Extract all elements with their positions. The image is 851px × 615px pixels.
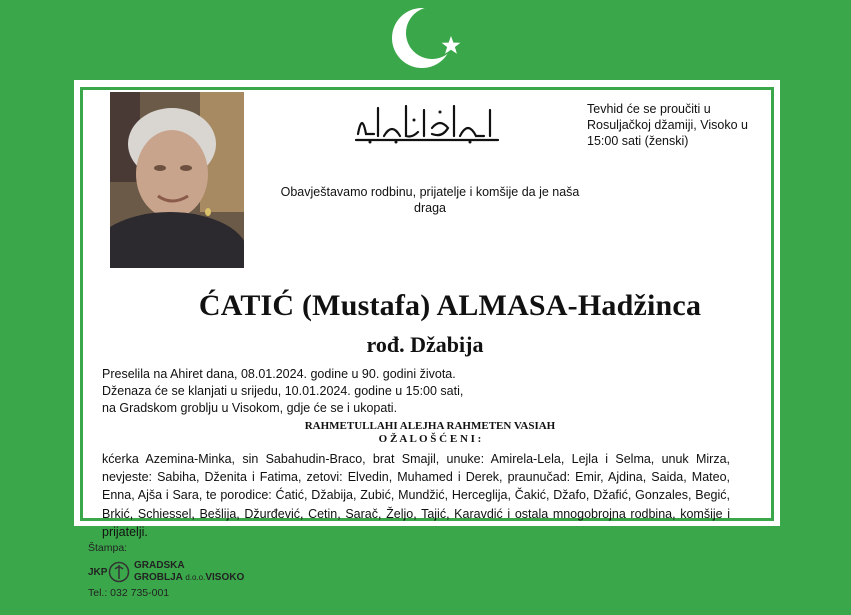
cemetery-emblem-icon [108,561,130,583]
announcement-text: Obavještavamo rodbinu, prijatelje i komšije da je naša draga [280,185,580,215]
arabic-calligraphy-icon [352,98,502,146]
arabic-calligraphy [352,98,502,146]
maiden-name: rođ. Džabija [366,332,484,357]
rahmet-block [250,420,610,446]
rahmet-line: RAHMETULLAHI ALEJHA RAHMETEN VASIAH [304,420,556,432]
funeral-details [102,366,522,417]
logo-line2: GROBLJA [134,572,183,583]
logo-line1: GRADSKA [134,560,185,571]
logo-city: VISOKO [205,572,245,583]
phone-number: Tel.: 032 735-001 [88,587,170,599]
details-line: Preselila na Ahiret dana, 08.01.2024. godine u 90. godini života. [102,367,456,381]
deceased-name: ĆATIĆ (Mustafa) ALMASA-Hadžinca [198,289,702,322]
mourners-list: kćerka Azemina-Minka, sin Sabahudin-Braco, brat Smajil, unuke: Amirela-Lela, Lejla i Selma, unuk Mirza, nevjeste: Sabiha, Dženita i Fatima, zetovi: Elvedin, Muhamed i Derek, praunučad: Emir, Ajdina, Saida, Mateo, Enna, Ajša i Sara, te porodice: Ćatić, Džabija, Zubić, Mundžić, Herceglija, Čakić, Džafo, Džafić, Gonzales, Begić, Brkić, Schiessel, Bešlija, Džurđević, Cetin, Sarač, Željo, Tajić, Karavdić i ostala mnogobrojna rodbina, komšije i prijatelji. [102,452,730,539]
logo-suffix: d.o.o. [185,573,206,582]
details-line: Dženaza će se klanjati u srijedu, 10.01.2024. godine u 15:00 sati, [102,384,464,398]
details-line: na Gradskom groblju u Visokom, gdje će se i ukopati. [102,401,398,415]
prayer-info: Tevhid će se proučiti u Rosuljačkoj džamiji, Visoko u 15:00 sati (ženski) [587,102,748,148]
printer-logo [88,560,258,586]
crescent-star-icon [390,6,470,70]
print-label: Štampa: [88,542,128,554]
logo-jkp: JKP [88,567,108,578]
portrait-photo [110,92,244,268]
crescent-star-emblem [390,6,470,70]
mourners-heading: O Ž A L O Š Ć E N I : [378,433,482,445]
